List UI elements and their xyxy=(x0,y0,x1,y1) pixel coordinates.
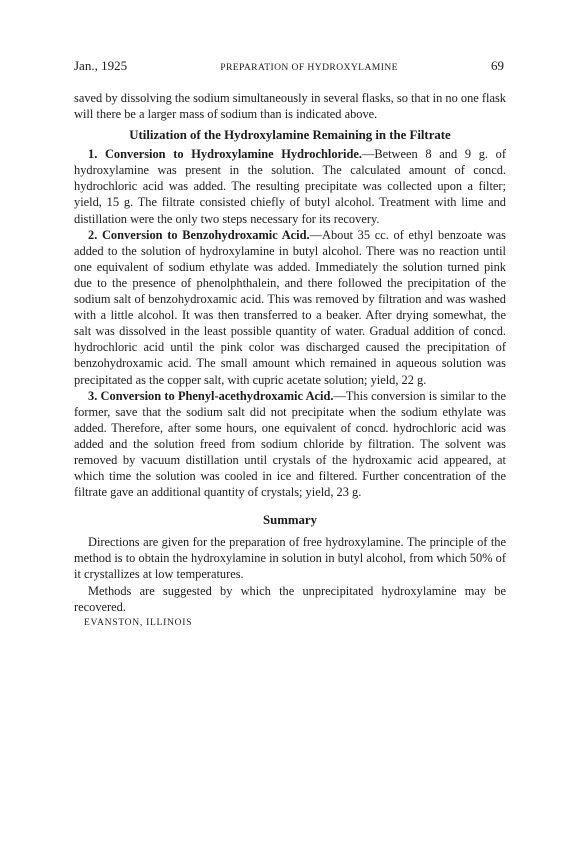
document-page xyxy=(74,58,506,630)
intro-paragraph: saved by dissolving the sodium simultaneously in several flasks, so that in no one flask will there be a larger mass of sodium than is indicated above. xyxy=(74,91,506,122)
page-number: 69 xyxy=(491,58,504,73)
paragraph-2-text: —About 35 cc. of ethyl benzoate was added to the solution of hydroxylamine in butyl alcohol. There was no reaction until one equivalent of sodium ethylate was added. Immediately the solution turned pink due to the presence of phenolphthalein, and there followed the precipitation of the sodium salt of benzohydroxamic acid. This was removed by filtration and was washed with a little alcohol. It was then transferred to a beaker. After drying somewhat, the salt was dissolved in the least possible quantity of water. Gradual addition of concd. hydrochloric acid until the pink color was discharged caused the precipitation of benzohydroxamic acid. The small amount which remained in aqueous solution was precipitated as the copper salt, with cupric acetate solution; yield, 22 g. xyxy=(74,227,506,387)
summary-paragraph-1: Directions are given for the preparation of free hydroxylamine. The principle of the method is to obtain the hydroxylamine in solution in butyl alcohol, from which 50% of it crystallizes at low temperatures. xyxy=(74,535,506,582)
numbered-paragraph-3 xyxy=(74,388,506,501)
paragraph-1-label: 1. Conversion to Hydroxylamine Hydrochloride. xyxy=(88,147,362,162)
numbered-paragraph-1 xyxy=(74,146,506,226)
paragraph-3-text: —This conversion is similar to the former, save that the sodium salt did not precipitate when the sodium ethylate was added. Therefore, after some hours, one equivalent of concd. hydrochloric acid was added and the solution freed from sodium chloride by filtration. The solvent was removed by vacuum distillation until crystals of the hydroxamic acid appeared, at which time the solution was cooled in ice and filtered. Further concentration of the filtrate gave an additional quantity of crystals; yield, 23 g. xyxy=(74,388,506,500)
header-title: PREPARATION OF HYDROXYLAMINE xyxy=(220,62,398,73)
author-location: EVANSTON, ILLINOIS xyxy=(84,616,193,628)
paragraph-2-label: 2. Conversion to Benzohydroxamic Acid. xyxy=(88,227,310,242)
header-date: Jan., 1925 xyxy=(74,58,128,73)
paragraph-1-text: —Between 8 and 9 g. of hydroxylamine was present in the solution. The calculated amount of concd. hydrochloric acid was added. The resulting precipitate was collected upon a filter; yield, 15 g. The filtrate consisted chiefly of butyl alcohol. Treatment with lime and distillation were the only two steps necessary for its recovery. xyxy=(74,147,506,226)
numbered-paragraph-2 xyxy=(74,227,506,388)
paragraph-3-label: 3. Conversion to Phenyl-acethydroxamic Acid. xyxy=(88,388,334,403)
summary-paragraph-2: Methods are suggested by which the unprecipitated hydroxylamine may be recovered. xyxy=(74,583,506,614)
summary-heading: Summary xyxy=(262,513,318,528)
section-heading: Utilization of the Hydroxylamine Remaining in the Filtrate xyxy=(129,128,451,143)
running-head xyxy=(74,58,506,74)
